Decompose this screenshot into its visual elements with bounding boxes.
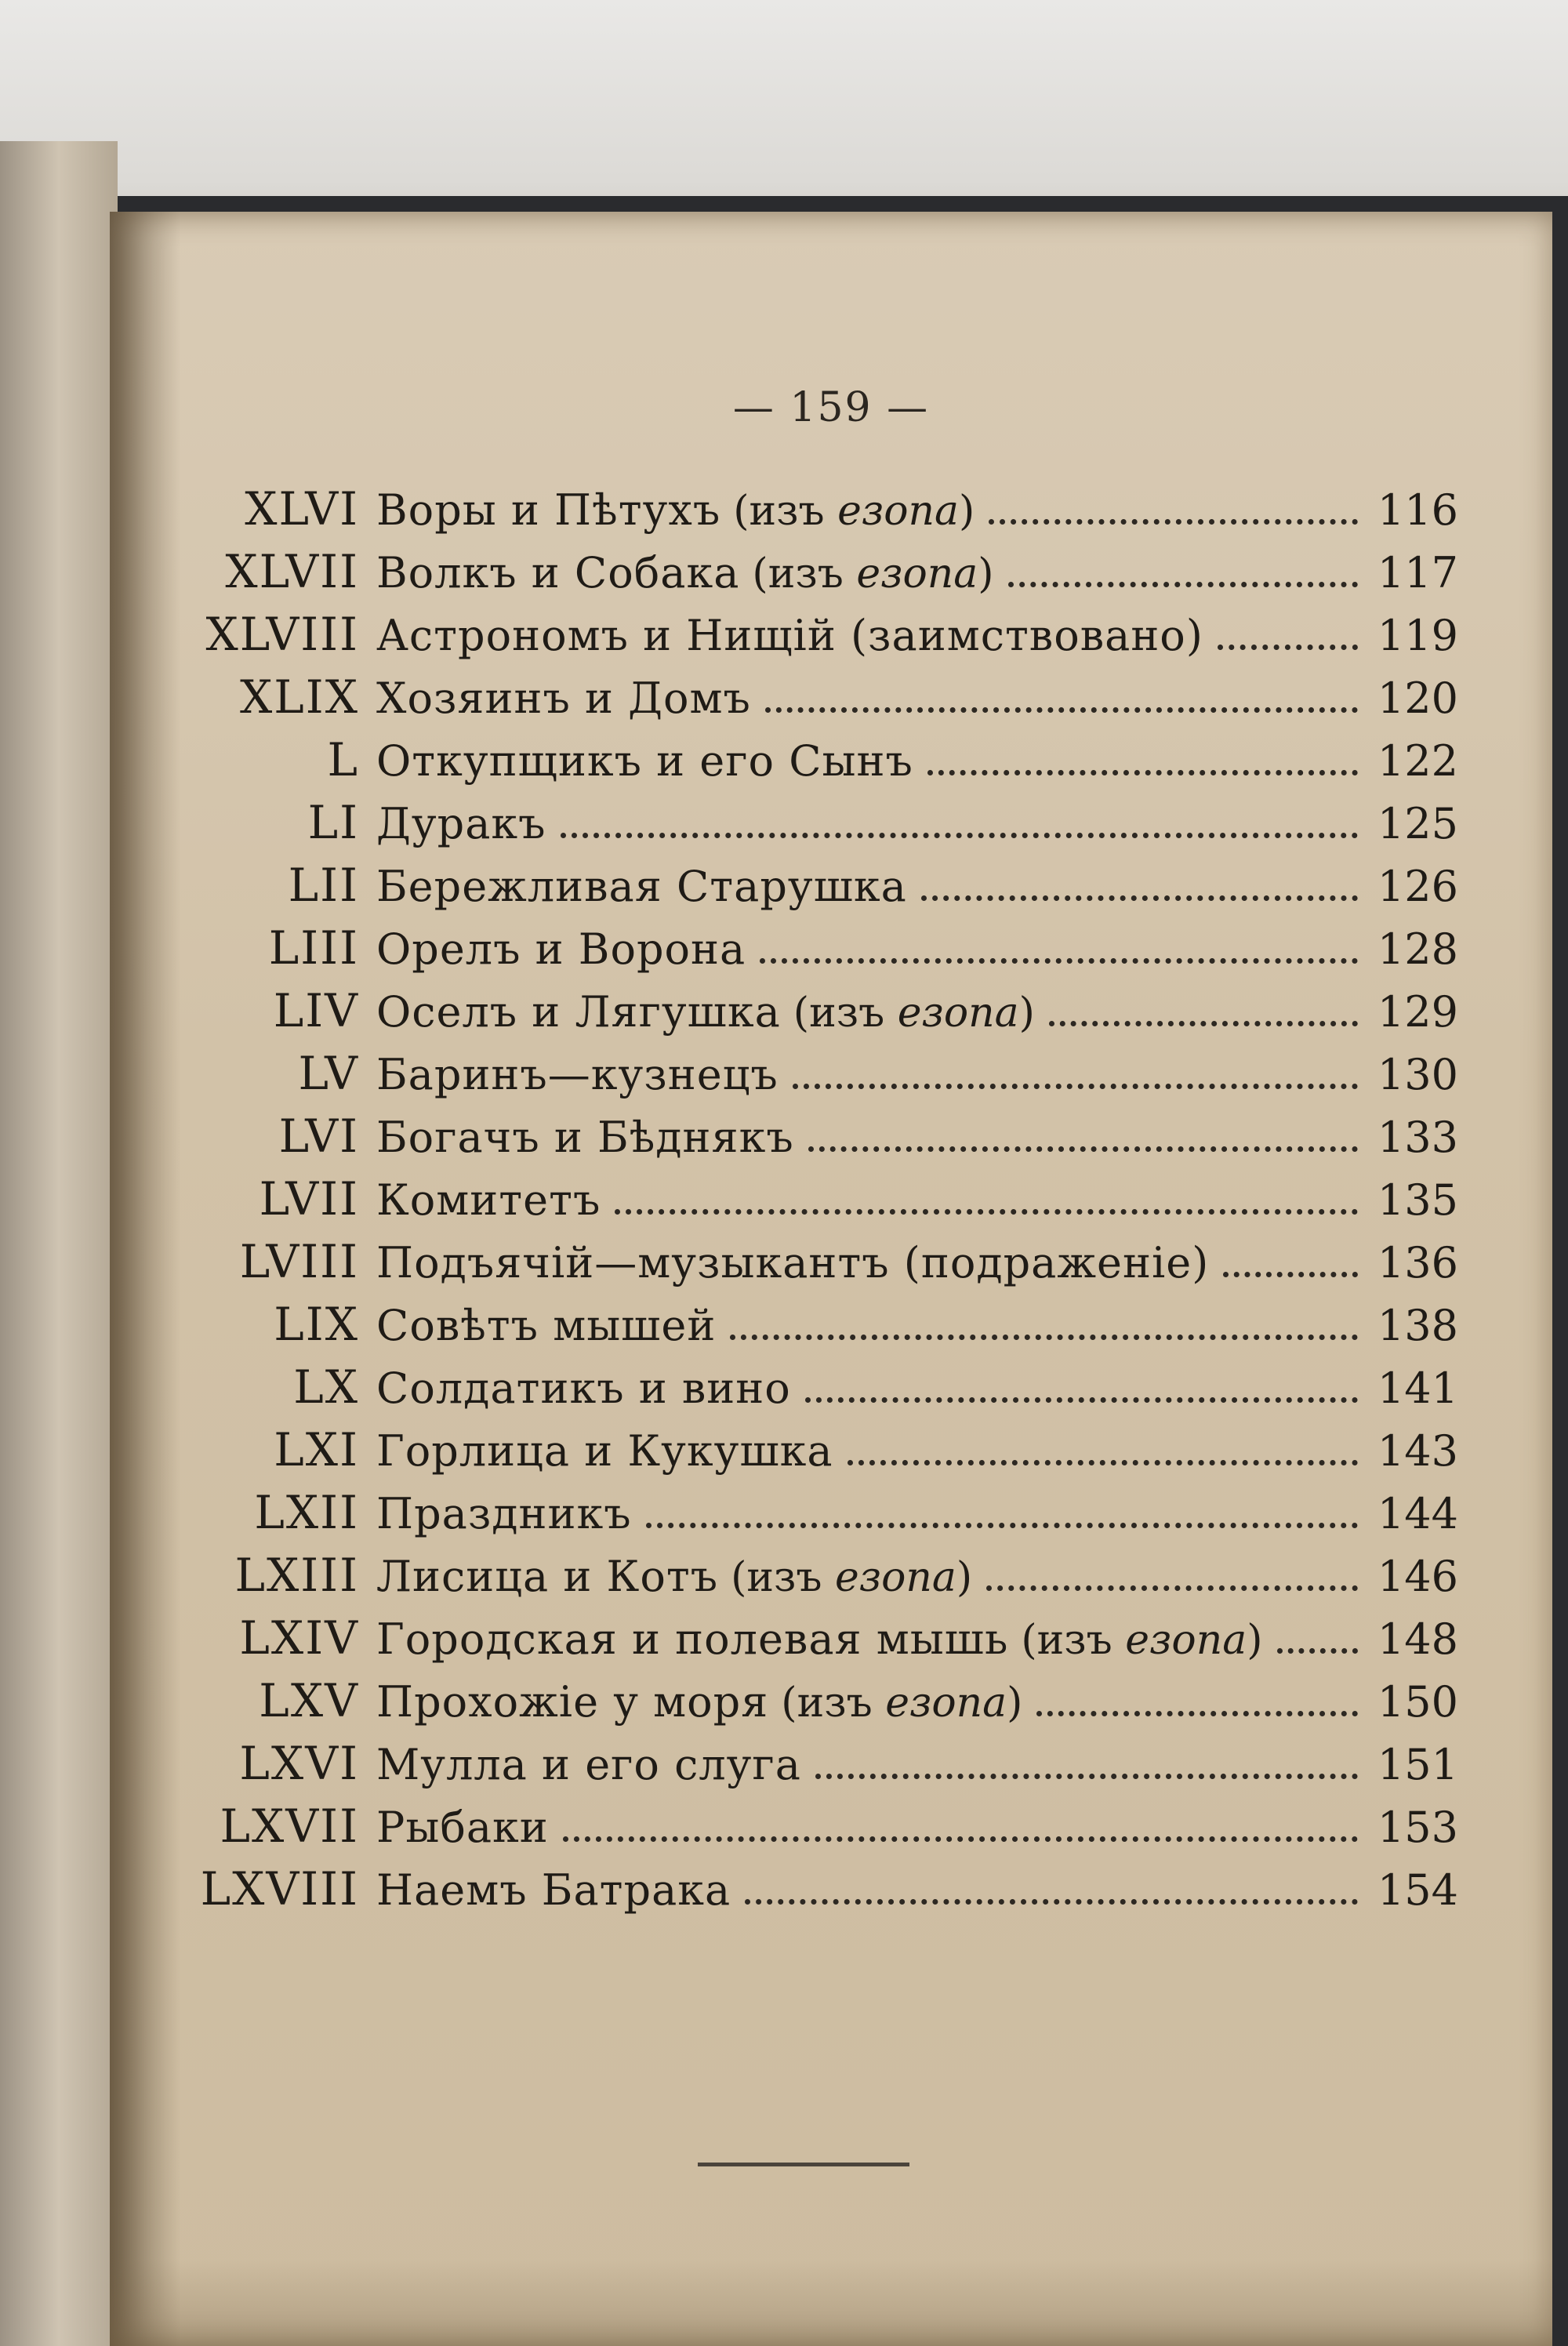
toc-entry-numeral: LII [288,859,359,912]
toc-entry [180,1862,1458,1925]
toc-entry-numeral: LXII [254,1486,359,1539]
toc-entry-attribution [793,990,1035,1037]
toc-entry [180,545,1458,608]
attribution-suffix: ) [1018,990,1035,1037]
toc-entry-title: Праздникъ [376,1489,632,1538]
toc-entry-attribution [733,488,975,535]
dot-leader [986,1585,1358,1591]
dot-leader [1277,1648,1359,1654]
toc-entry [180,1298,1458,1360]
toc-entry-title: Орелъ и Ворона [376,924,746,974]
dot-leader [805,1397,1358,1403]
toc-entry-page: 135 [1377,1175,1458,1225]
toc-entry-page: 128 [1377,924,1458,974]
toc-entry-title: Подъячій—музыкантъ (подраженіе) [376,1238,1210,1287]
dot-leader [793,1084,1358,1089]
dot-leader [989,519,1358,525]
toc-entry [180,1172,1458,1235]
toc-entry-page: 126 [1377,862,1458,911]
dot-leader [815,1774,1358,1779]
toc-entry [180,1109,1458,1172]
attribution-prefix: (изъ [731,1554,822,1601]
toc-entry-page: 151 [1377,1740,1458,1789]
toc-entry-page: 116 [1377,485,1458,535]
attribution-source: езопа [1125,1617,1247,1664]
end-rule [698,2163,909,2166]
toc-entry-page: 144 [1377,1489,1458,1538]
toc-entry-numeral: XLVII [225,545,359,598]
dot-leader [1223,1272,1358,1277]
toc-entry-page: 148 [1377,1614,1458,1664]
toc-entry-title: Воры и Пѣтухъ [376,485,721,535]
dot-leader [808,1146,1358,1152]
attribution-source: езопа [885,1680,1007,1727]
toc-entry-title: Рыбаки [376,1803,549,1852]
attribution-suffix: ) [959,488,975,535]
toc-entry-page: 119 [1377,611,1458,660]
toc-entry [180,1047,1458,1109]
dot-leader [765,707,1358,713]
toc-entry [180,1360,1458,1423]
attribution-prefix: (изъ [1021,1617,1112,1664]
toc-entry-title: Оселъ и Лягушка [376,987,781,1037]
toc-entry [180,1423,1458,1486]
dot-leader [1036,1711,1358,1716]
attribution-prefix: (изъ [781,1680,873,1727]
toc-entry-numeral: LXIV [239,1611,359,1665]
toc-entry-title: Комитетъ [376,1175,601,1225]
dot-leader [927,770,1358,775]
toc-entry-title: Наемъ Батрака [376,1865,731,1915]
toc-entry-numeral: XLVI [245,482,359,536]
toc-entry-attribution [1021,1617,1262,1664]
toc-entry-title: Бережливая Старушка [376,862,907,911]
toc-entry-title: Совѣтъ мышей [376,1301,717,1350]
attribution-prefix: (изъ [733,488,825,535]
toc-entry-numeral: LIV [273,984,359,1037]
toc-entry-title: Богачъ и Бѣднякъ [376,1113,794,1162]
dot-leader [646,1523,1358,1528]
attribution-source: езопа [837,488,960,535]
toc-entry-attribution [781,1680,1022,1727]
toc-entry-numeral: LI [307,796,359,849]
toc-entry-page: 133 [1377,1113,1458,1162]
dot-leader [745,1899,1358,1905]
dot-leader [615,1209,1358,1215]
toc-entry [180,1737,1458,1799]
toc-entry-numeral: LVII [259,1172,359,1226]
toc-entry-page: 136 [1377,1238,1458,1287]
dot-leader [1049,1021,1358,1026]
toc-entry [180,796,1458,859]
dot-leader [848,1460,1358,1465]
toc-entry [180,482,1458,545]
toc-entry-page: 129 [1377,987,1458,1037]
toc-entry-title: Прохожіе у моря [376,1677,769,1727]
attribution-prefix: (изъ [752,550,844,597]
toc-entry-page: 122 [1377,736,1458,786]
toc-entry-title: Городская и полевая мышь [376,1614,1009,1664]
toc-entry [180,608,1458,670]
toc-entry [180,1799,1458,1862]
toc-entry-page: 130 [1377,1050,1458,1099]
toc-entry-numeral: XLVIII [205,608,359,661]
toc-entry-page: 150 [1377,1677,1458,1727]
toc-entry-page: 153 [1377,1803,1458,1852]
attribution-prefix: (изъ [793,990,885,1037]
toc-entry [180,859,1458,921]
dot-leader [921,895,1358,901]
toc-entry-numeral: LVI [278,1109,359,1163]
toc-entry-numeral: LXI [274,1423,359,1476]
toc-entry-title: Горлица и Кукушка [376,1426,833,1476]
toc-entry [180,733,1458,796]
attribution-suffix: ) [978,550,994,597]
toc-entry-numeral: LXV [259,1674,359,1727]
toc-entry-title: Астрономъ и Нищій (заимствовано) [376,611,1203,660]
toc-entry-attribution [752,550,993,597]
gutter-shadow [110,212,180,2346]
toc-entry-page: 141 [1377,1364,1458,1413]
dot-leader [561,833,1358,838]
toc-entry-page: 120 [1377,674,1458,723]
toc-entry-numeral: LXVIII [200,1862,359,1916]
left-page-edge [0,141,118,2346]
dot-leader [1008,582,1358,587]
toc-entry-numeral: LIII [268,921,359,975]
toc-entry-numeral: LXVII [220,1799,359,1853]
toc-entry-numeral: L [327,733,359,786]
toc-entry-title: Солдатикъ и вино [376,1364,791,1413]
toc-entry [180,1486,1458,1549]
toc-entry [180,1611,1458,1674]
toc-entry-title: Хозяинъ и Домъ [376,674,751,723]
attribution-suffix: ) [1247,1617,1263,1664]
toc-entry [180,1674,1458,1737]
toc-entry-numeral: LXVI [239,1737,359,1790]
toc-entry [180,921,1458,984]
toc-entry-numeral: LXIII [234,1549,359,1602]
dot-leader [1218,645,1358,650]
toc-entry-title: Мулла и его слуга [376,1740,801,1789]
toc-entry-title: Дуракъ [376,799,546,848]
toc-entry-title: Волкъ и Собака [376,548,740,597]
toc-entry-page: 143 [1377,1426,1458,1476]
attribution-source: езопа [856,550,978,597]
page-bottom-shade [110,2258,1552,2346]
dot-leader [730,1335,1358,1340]
table-of-contents [180,482,1458,1925]
attribution-suffix: ) [956,1554,973,1601]
toc-entry-numeral: LIX [274,1298,359,1351]
toc-entry-numeral: XLIX [239,670,359,724]
toc-entry [180,670,1458,733]
toc-entry-attribution [731,1554,972,1601]
toc-entry-page: 154 [1377,1865,1458,1915]
toc-entry [180,1235,1458,1298]
toc-entry-numeral: LVIII [239,1235,359,1288]
toc-entry [180,984,1458,1047]
toc-entry-numeral: LV [298,1047,359,1100]
toc-entry [180,1549,1458,1611]
attribution-source: езопа [834,1554,956,1601]
dot-leader [563,1836,1358,1842]
toc-entry-page: 125 [1377,799,1458,848]
toc-entry-title: Баринъ—кузнецъ [376,1050,779,1099]
toc-entry-title: Лисица и Котъ [376,1552,719,1601]
toc-entry-title: Откупщикъ и его Сынъ [376,736,913,786]
toc-entry-page: 146 [1377,1552,1458,1601]
attribution-suffix: ) [1007,1680,1023,1727]
toc-entry-page: 117 [1377,548,1458,597]
attribution-source: езопа [897,990,1019,1037]
toc-entry-numeral: LX [293,1360,359,1414]
dot-leader [760,958,1358,964]
toc-entry-page: 138 [1377,1301,1458,1350]
page-number: — 159 — [732,384,930,431]
